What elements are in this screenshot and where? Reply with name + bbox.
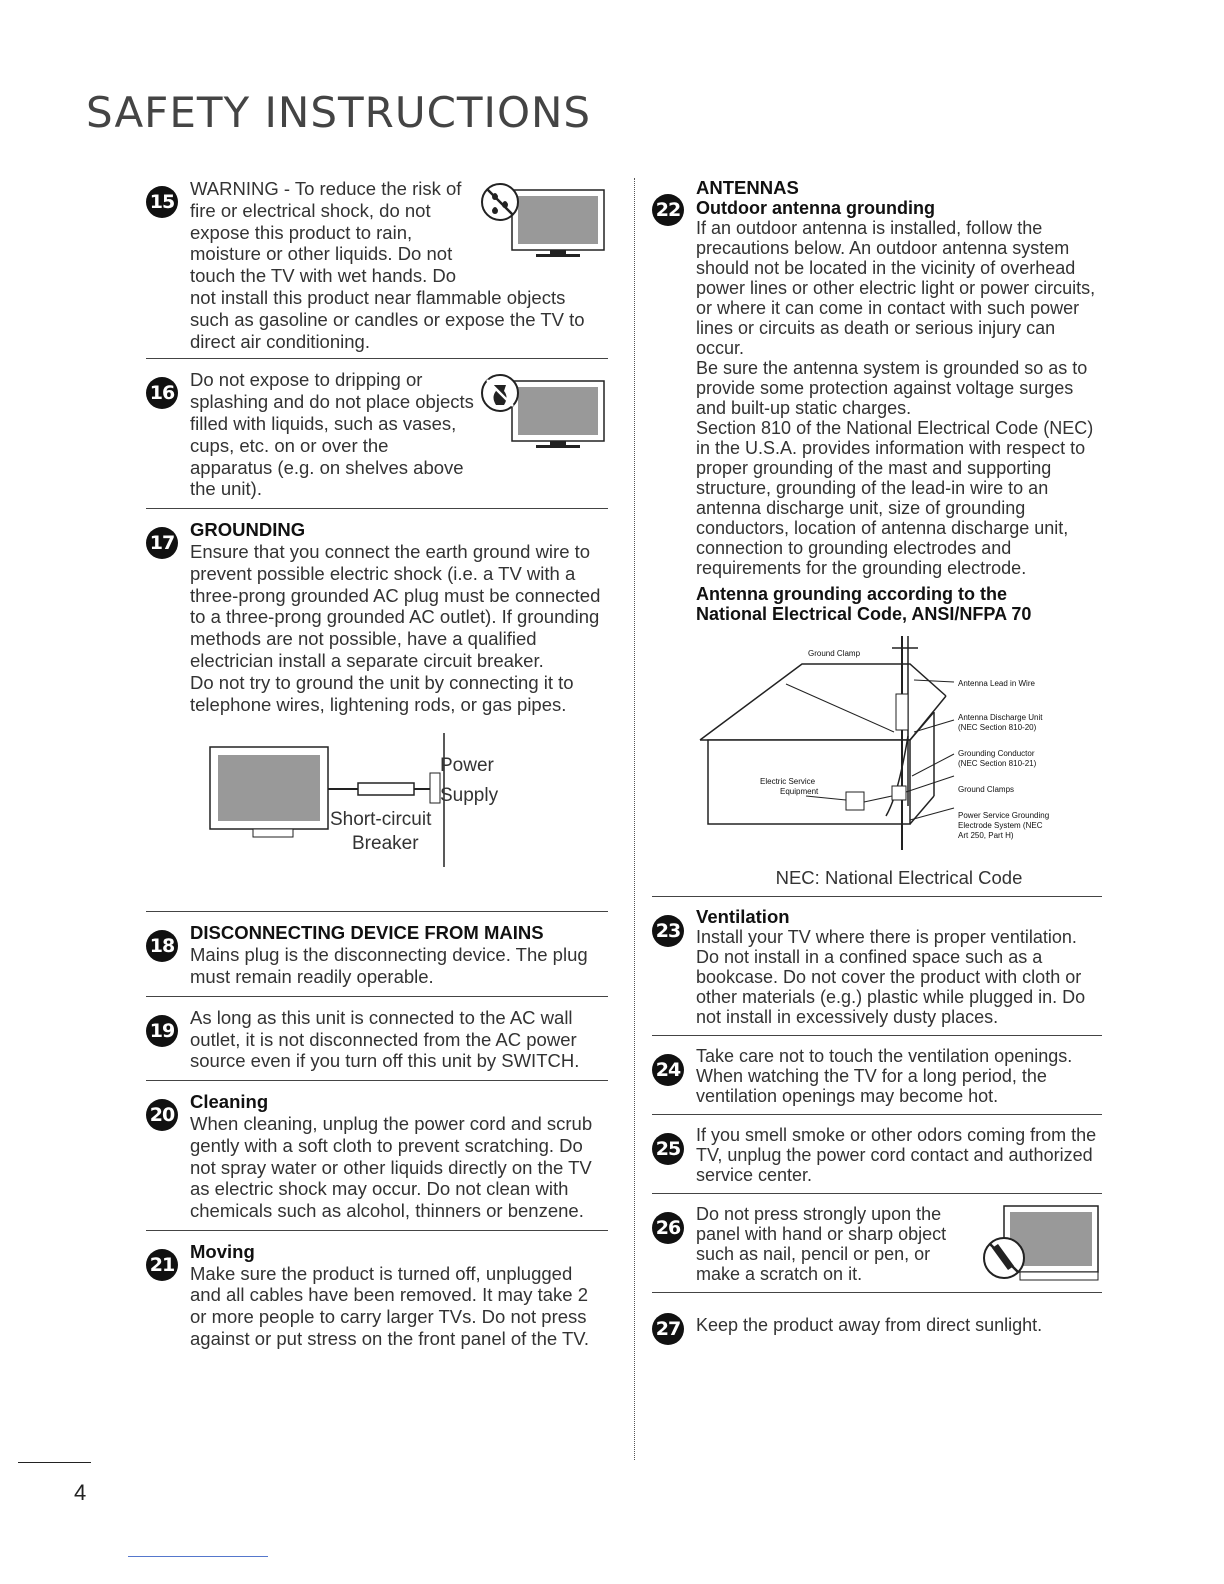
item-number-badge: 16 [146,377,178,409]
fig-discharge-section-label: (NEC Section 810-20) [958,723,1037,732]
right-column [652,178,1102,1353]
instruction-text: WARNING - To reduce the risk of fire or electrical shock, do not expose this product to rain, moisture or other liquids. Do not touch the TV with wet hands. Do not install this product near flammable objects such as gasoline or candles or expose the TV to direct air conditioning. [190,178,585,352]
section-heading: Ventilation [696,906,790,927]
fig-breaker-label: Breaker [352,833,419,855]
section-heading: Moving [190,1240,255,1262]
item-number-badge: 24 [652,1054,684,1086]
instruction-text: Be sure the antenna system is grounded so as to provide some protection against voltage surges and built-up static charges. [696,358,1088,418]
fig-equipment-label: Equipment [780,787,819,796]
instruction-15 [146,178,608,359]
instruction-text: Keep the product away from direct sunlight. [696,1315,1043,1335]
fig-electric-service-label: Electric Service [760,777,816,786]
fig-psg-art-label: Art 250, Part H) [958,831,1014,840]
section-subheading: Outdoor antenna grounding [696,198,935,218]
item-number-badge: 15 [146,186,178,218]
instruction-text: As long as this unit is connected to the AC wall outlet, it is not disconnected from the AC power source even if you turn off this unit by SWITCH. [190,1006,580,1072]
instruction-19 [146,1007,608,1081]
item-number-badge: 23 [652,915,684,947]
section-heading: ANTENNAS [696,177,799,198]
fig-lead-in-label: Antenna Lead in Wire [958,679,1035,688]
instruction-16 [146,369,608,509]
left-column [146,178,608,1368]
instruction-17-grounding [146,519,608,912]
instruction-24 [652,1046,1102,1115]
item-number-badge: 25 [652,1133,684,1165]
figure-caption: NEC: National Electrical Code [775,867,1023,888]
fig-ground-clamp-label: Ground Clamp [808,649,861,658]
section-heading: DISCONNECTING DEVICE FROM MAINS [190,922,544,944]
instruction-text: Section 810 of the National Electrical Code (NEC) in the U.S.A. provides information with respect to proper grounding of the mast and supporting structure, grounding of the lead-in wire to an antenna discharge unit, size of grounding conductors, location of antenna discharge unit, connection to grounding electrodes and requirements for the grounding electrode. [696,418,1094,578]
section-subheading: National Electrical Code, ANSI/NFPA 70 [696,604,1032,624]
item-number-badge: 17 [146,527,178,559]
tv-water-warning-icon [480,182,608,266]
fig-discharge-unit-label: Antenna Discharge Unit [958,713,1043,722]
instruction-23-ventilation [652,907,1102,1036]
item-number-badge: 21 [146,1249,178,1281]
fig-psg-label: Power Service Grounding [958,811,1050,820]
fig-conductor-label: Grounding Conductor [958,749,1035,758]
instruction-20-cleaning [146,1091,608,1231]
instruction-27 [652,1303,1102,1343]
tv-scratch-warning-icon [980,1204,1102,1288]
section-subheading: Antenna grounding according to the [696,584,1007,604]
item-number-badge: 20 [146,1099,178,1131]
item-number-badge: 26 [652,1212,684,1244]
instruction-text: Do not try to ground the unit by connecting it to telephone wires, lightening rods, or gas pipes. [190,671,574,715]
instruction-text: Make sure the product is turned off, unplugged and all cables have been removed. It may take 2 or more people to carry larger TVs. Do not press against or put stress on the front panel of the TV. [190,1262,590,1350]
instruction-22-antennas [652,178,1102,897]
page-number: 4 [74,1480,87,1505]
fig-conductor-section-label: (NEC Section 810-21) [958,759,1037,768]
fig-psg-system-label: Electrode System (NEC [958,821,1043,830]
fig-short-circuit-label: Short-circuit [330,809,432,831]
section-heading: GROUNDING [190,519,306,541]
power-supply-diagram [190,733,608,903]
page-title: SAFETY INSTRUCTIONS [86,88,592,137]
fig-power-label: Power [440,755,494,777]
instruction-text: Take care not to touch the ventilation openings. When watching the TV for a long period, the ventilation openings may become hot. [696,1046,1073,1106]
instruction-text: Do not expose to dripping or splashing and do not place objects filled with liquids, such as vases, cups, etc. on or over the apparatus (e.g. on shelves above the unit). [190,369,474,500]
antenna-grounding-diagram [696,636,1102,864]
column-divider [634,178,635,1460]
item-number-badge: 19 [146,1015,178,1047]
instruction-text: Mains plug is the disconnecting device. The plug must remain readily operable. [190,944,588,987]
instruction-text: Do not press strongly upon the panel with hand or sharp object such as nail, pencil or pen, or make a scratch on it. [696,1204,947,1284]
section-heading: Cleaning [190,1091,269,1113]
instruction-18-disconnecting [146,922,608,996]
item-number-badge: 22 [652,194,684,226]
instruction-text: When cleaning, unplug the power cord and scrub gently with a soft cloth to prevent scratching. Do not spray water or other liquids directly on the TV as electric shock may occur. Do not clean with chemicals such as alcohol, thinners or benzene. [190,1112,593,1222]
footer-rule [18,1462,91,1463]
instruction-text: If you smell smoke or other odors coming from the TV, unplug the power cord contact and authorized service center. [696,1125,1097,1185]
item-number-badge: 18 [146,930,178,962]
instruction-26 [652,1204,1102,1293]
instruction-21-moving [146,1241,608,1358]
instruction-text: If an outdoor antenna is installed, follow the precautions below. An outdoor antenna system should not be located in the vicinity of overhead power lines or other electric light or power circuits, or where it can come in contact with such power lines or circuits as death or serious injury can occur. [696,218,1096,358]
item-number-badge: 27 [652,1313,684,1345]
instruction-25 [652,1125,1102,1194]
instruction-text: Ensure that you connect the earth ground wire to prevent possible electric shock (i.e. a TV with a three-prong grounded AC plug must be connected to a three-prong grounded AC outlet). If grounding methods are not possible, have a qualified electrician install a separate circuit breaker. [190,540,601,671]
fig-ground-clamps-label: Ground Clamps [958,785,1015,794]
instruction-text: Install your TV where there is proper ventilation. Do not install in a confined space such as a bookcase. Do not cover the product with cloth or other materials (e.g.) plastic while plugged in. Do not install in excessively dusty places. [696,927,1086,1027]
bottom-rule [128,1556,268,1557]
tv-vase-warning-icon [480,373,608,457]
fig-supply-label: Supply [440,785,499,807]
house-antenna-diagram [696,636,1102,854]
